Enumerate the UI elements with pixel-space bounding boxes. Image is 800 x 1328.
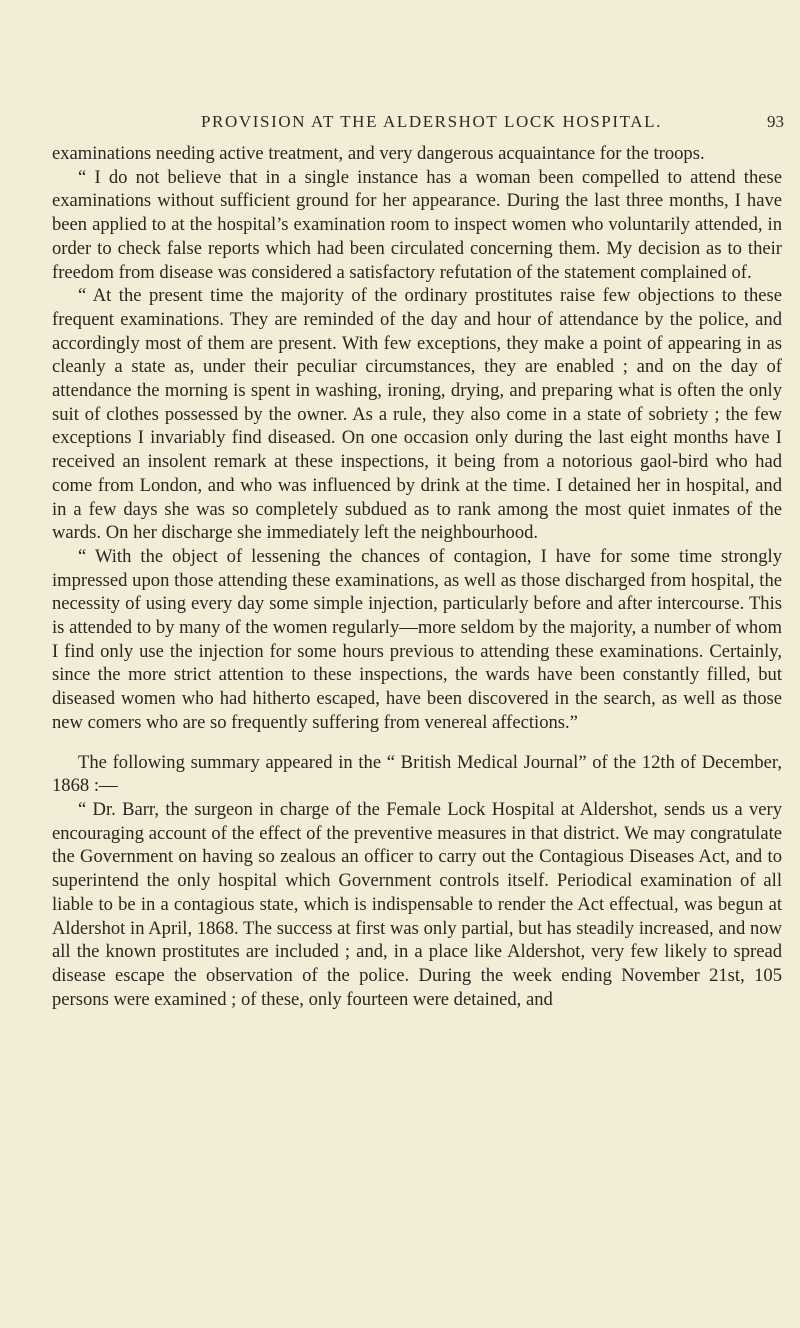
- paragraph-injection: “ With the object of lessening the chances of contagion, I have for some time strongly impressed upon those attending these examinations, as well as those discharged from hospital, the necessity of using every day some simple injection, particularly before and after intercourse. This is attended to by many of the women regularly—more seldom by the majority, a number of whom I find only use the injection for some hours previous to attending these examinations. Certainly, since the more strict attention to these inspections, the wards have been constantly filled, but diseased women who had hitherto escaped, have been discovered in the search, as well as those new comers who are so frequently suffering from venereal affections.”: [52, 545, 782, 733]
- running-head: [0, 112, 800, 138]
- paragraph-continuation: examinations needing active treatment, and very dangerous acquaintance for the troops.: [52, 143, 705, 164]
- page-number: 93: [767, 112, 784, 131]
- paragraph-compelled-attendance: “ I do not believe that in a single instance has a woman been compelled to attend these examinations without sufficient ground for her appearance. During the last three months, I have been applied to at the hospital’s examination room to inspect women who voluntarily attended, in order to check false reports which had been circulated concerning them. My decision as to their freedom from disease was considered a satisfactory refutation of the statement complained of.: [52, 166, 782, 283]
- running-title: PROVISION AT THE ALDERSHOT LOCK HOSPITAL.: [201, 112, 662, 131]
- paragraph-bmj-intro: The following summary appeared in the “ British Medical Journal” of the 12th of December, 1868 :—: [52, 751, 782, 797]
- body-text: [52, 142, 782, 1011]
- paragraph-bmj-quote: “ Dr. Barr, the surgeon in charge of the Female Lock Hospital at Aldershot, sends us a very encouraging account of the effect of the preventive measures in that district. We may congratulate the Government on having so zealous an officer to carry out the Contagious Diseases Act, and to superintend the only hospital which Government controls itself. Periodical examination of all liable to be in a contagious state, which is indispensable to render the Act effectual, was begun at Aldershot in April, 1868. The success at first was only partial, but has steadily increased, and now all the known prostitutes are included ; and, in a place like Aldershot, very few likely to spread disease escape the observation of the police. During the week ending November 21st, 105 persons were examined ; of these, only fourteen were detained, and: [52, 798, 782, 1010]
- paragraph-prostitutes-attendance: “ At the present time the majority of the ordinary prostitutes raise few objections to these frequent examinations. They are reminded of the day and hour of attendance by the police, and accordingly most of them are present. With few exceptions, they make a point of appearing in as cleanly a state as, under their peculiar circumstances, they are enabled ; and on the day of attendance the morning is spent in washing, ironing, drying, and preparing what is often the only suit of clothes possessed by the owner. As a rule, they also come in a state of sobriety ; the few exceptions I invariably find diseased. On one occasion only during the last eight months have I received an insolent remark at these inspections, it being from a notorious gaol-bird who had come from London, and who was influenced by drink at the time. I detained her in hospital, and in a few days she was so completely subdued as to rank among the most quiet inmates of the wards. On her discharge she immediately left the neighbourhood.: [52, 285, 782, 544]
